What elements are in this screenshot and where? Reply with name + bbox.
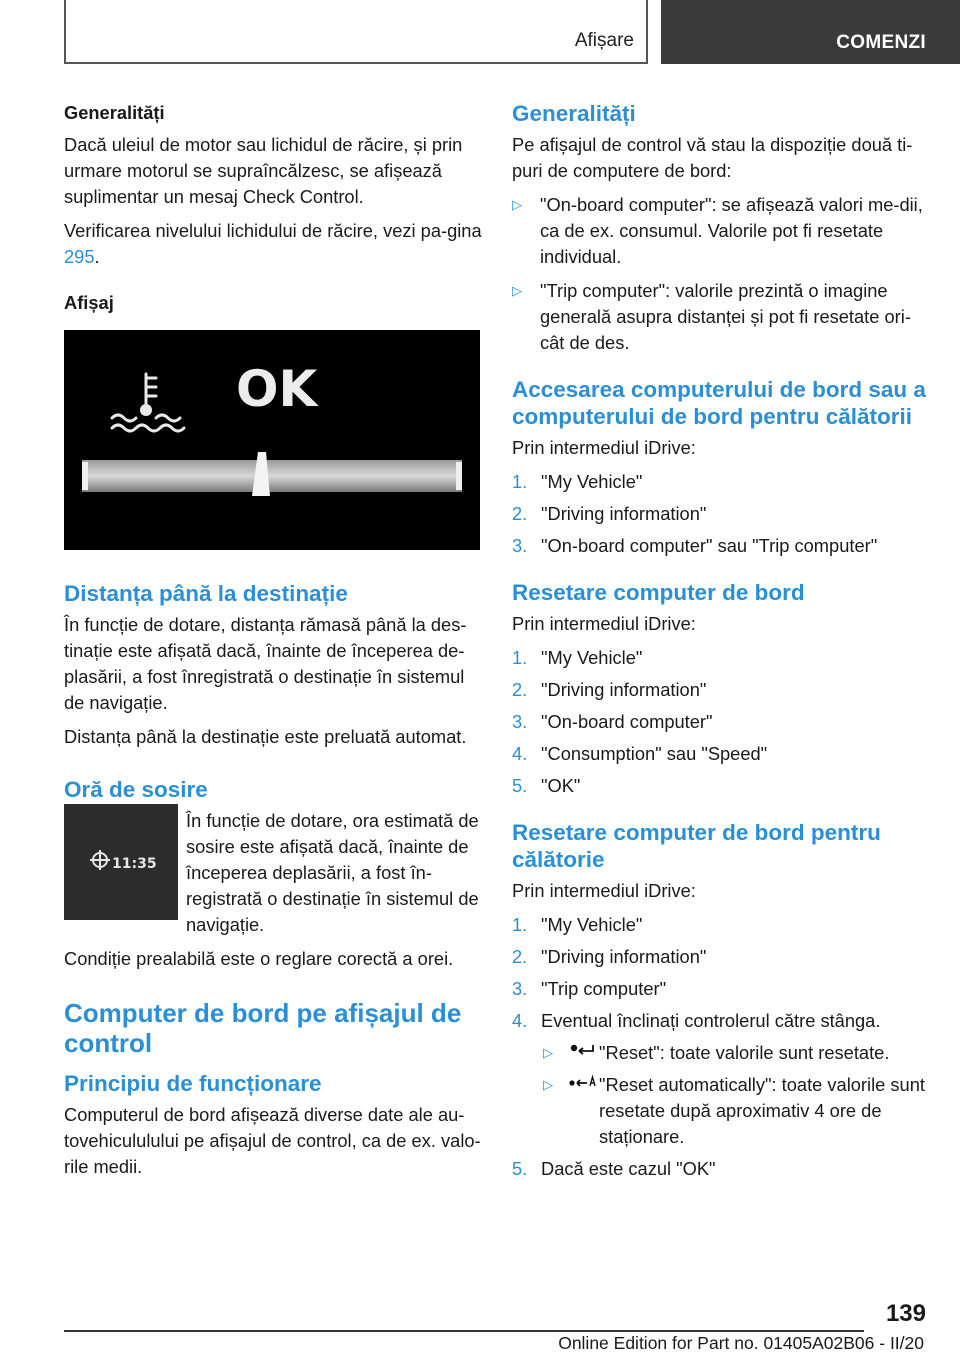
step-number: 2. <box>512 679 528 700</box>
step-number: 4. <box>512 1010 528 1031</box>
access-intro: Prin intermediul iDrive: <box>512 437 696 458</box>
list-item <box>512 741 932 767</box>
trip-reset-heading: Resetare computer de bord pentru călătorie <box>512 820 881 872</box>
list-item-text: "Reset": toate valorile sunt resetate. <box>599 1042 890 1063</box>
list-item <box>512 192 932 270</box>
step-text: "Consumption" sau "Speed" <box>541 743 768 764</box>
distance-heading: Distanța până la destinație <box>64 581 348 606</box>
left-column <box>64 100 482 1188</box>
trip-reset-steps <box>512 912 932 1182</box>
triangle-bullet-icon: ▷ <box>543 1077 553 1092</box>
step-text: "OK" <box>541 775 581 796</box>
arrival-paragraph-2: Condiție prealabilă este o reglare corectă a orei. <box>64 948 454 969</box>
step-number: 1. <box>512 647 528 668</box>
step-number: 3. <box>512 978 528 999</box>
list-item <box>512 912 932 938</box>
right-general-paragraph: Pe afișajul de control vă stau la dispoziție două ti‐puri de computere de bord: <box>512 134 913 181</box>
list-item <box>512 976 932 1002</box>
list-item <box>512 1008 932 1150</box>
arrival-time-value: 11:35 <box>112 856 157 872</box>
list-item <box>512 533 932 559</box>
list-item <box>512 944 932 970</box>
step-text: "Driving information" <box>541 503 707 524</box>
step-text: "Driving information" <box>541 679 707 700</box>
list-item <box>541 1040 932 1066</box>
arrival-section <box>64 776 482 938</box>
list-item <box>541 1072 932 1150</box>
step-text: "Trip computer" <box>541 978 667 999</box>
list-item-text: "On-board computer": se afișează valori me‐dii, ca de ex. consumul. Valorile pot fi resetate individual. <box>540 194 923 267</box>
access-steps <box>512 469 932 559</box>
trip-reset-intro: Prin intermediul iDrive: <box>512 880 696 901</box>
step-number: 1. <box>512 914 528 935</box>
general-paragraph-1: Dacă uleiul de motor sau lichidul de răcire, și prin urmare motorul se supraîncălzesc, se afișează suplimentar un mesaj Check Control. <box>64 134 463 207</box>
step-text: "Driving information" <box>541 946 707 967</box>
distance-paragraph-1: În funcție de dotare, distanța rămasă până la des‐tinație este afișată dacă, înainte de începerea de‐plasării, a fost înregistrată o destinație în sistemul de navigație. <box>64 614 467 713</box>
triangle-bullet-icon: ▷ <box>543 1045 553 1060</box>
step-text: "On-board computer" sau "Trip computer" <box>541 535 878 556</box>
access-heading: Accesarea computerului de bord sau a computerului de bord pentru călătorii <box>512 377 926 429</box>
list-item <box>512 709 932 735</box>
distance-paragraph-2: Distanța până la destinație este preluată automat. <box>64 726 467 747</box>
computer-types-list <box>512 192 932 356</box>
right-column <box>512 100 932 1196</box>
header-chapter-title: Afișare <box>574 30 634 51</box>
arrival-heading: Oră de sosire <box>64 777 208 802</box>
general-paragraph-2 <box>64 218 482 270</box>
list-item <box>512 645 932 671</box>
triangle-bullet-icon: ▷ <box>512 197 522 212</box>
step-number: 2. <box>512 946 528 967</box>
step-number: 5. <box>512 775 528 796</box>
list-item <box>512 278 932 356</box>
ok-status-text: OK <box>236 360 318 418</box>
general-subtitle: Generalități <box>64 102 165 123</box>
header-chapter-box <box>64 0 648 64</box>
list-item <box>512 1156 932 1182</box>
principle-paragraph: Computerul de bord afișează diverse date ale au‐tovehicululului pe afișajul de control, ca de ex. valo‐rile medii. <box>64 1104 481 1177</box>
step-number: 3. <box>512 535 528 556</box>
reset-intro: Prin intermediul iDrive: <box>512 613 696 634</box>
list-item <box>512 501 932 527</box>
reset-steps <box>512 645 932 799</box>
page-number: 139 <box>885 1300 926 1327</box>
step-number: 1. <box>512 471 528 492</box>
header-section-title: COMENZI <box>836 32 926 53</box>
reset-options-list <box>541 1040 932 1150</box>
step-text: "On-board computer" <box>541 711 713 732</box>
reset-icon <box>569 1042 597 1060</box>
general-p2-end: . <box>94 246 100 267</box>
general-p2-text: Verificarea nivelului lichidului de răcire, vezi pa‐gina <box>64 220 482 241</box>
step-number: 5. <box>512 1158 528 1179</box>
reset-automatically-icon <box>569 1074 597 1092</box>
list-item <box>512 469 932 495</box>
arrival-paragraph-1: În funcție de dotare, ora estimată de sosire este afișată dacă, înainte de începerea deplasării, a fost în‐registrată o destinație în sistemul de navigație. <box>186 810 479 935</box>
reset-heading: Resetare computer de bord <box>512 580 805 605</box>
page-link-295[interactable]: 295 <box>64 246 95 267</box>
principle-heading: Principiu de funcționare <box>64 1071 322 1096</box>
step-text: Eventual înclinați controlerul către stânga. <box>541 1010 881 1031</box>
step-text: "My Vehicle" <box>541 914 643 935</box>
list-item-text: "Trip computer": valorile prezintă o imagine generală asupra distanței și pot fi resetate ori‐cât de des. <box>540 280 911 353</box>
step-number: 3. <box>512 711 528 732</box>
arrival-time-image <box>64 804 178 920</box>
triangle-bullet-icon: ▷ <box>512 283 522 298</box>
step-number: 2. <box>512 503 528 524</box>
coolant-display-image <box>64 330 480 550</box>
step-text: Dacă este cazul "OK" <box>541 1158 716 1179</box>
list-item <box>512 677 932 703</box>
computer-heading: Computer de bord pe afișajul de control <box>64 998 462 1058</box>
footer-divider <box>64 1330 864 1332</box>
list-item <box>512 773 932 799</box>
header-section-tab <box>661 0 960 64</box>
list-item-text: "Reset automatically": toate valorile sunt resetate după aproximativ 4 ore de staționare. <box>599 1074 925 1147</box>
right-general-heading: Generalități <box>512 101 636 126</box>
step-text: "My Vehicle" <box>541 471 643 492</box>
step-text: "My Vehicle" <box>541 647 643 668</box>
edition-note: Online Edition for Part no. 01405A02B06 - II/20 <box>558 1333 924 1353</box>
step-number: 4. <box>512 743 528 764</box>
display-subtitle: Afișaj <box>64 292 114 313</box>
